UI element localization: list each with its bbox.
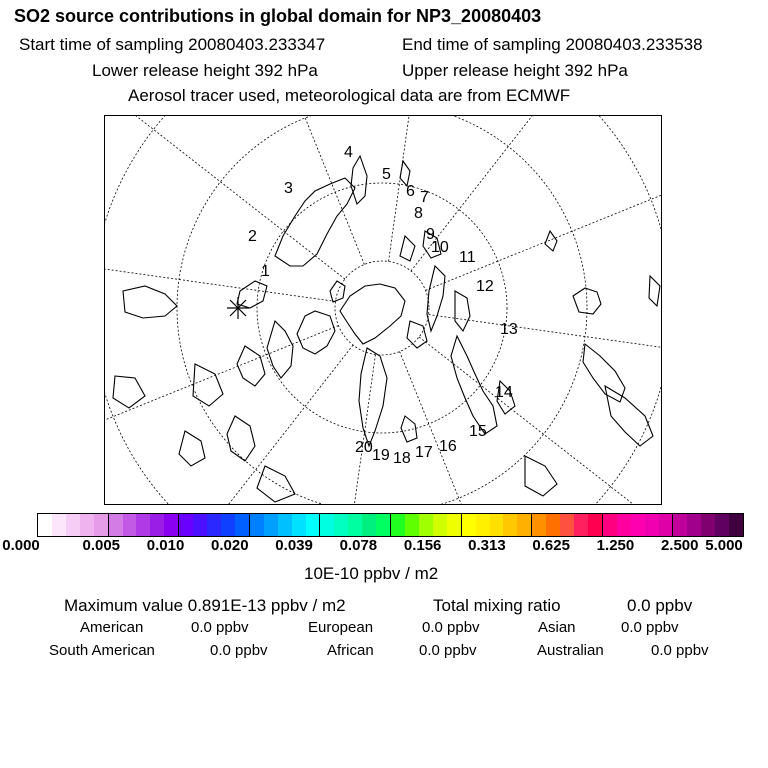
colorbar-segment [80, 514, 94, 536]
track-label-2: 2 [248, 228, 257, 245]
colorbar-segment [164, 514, 179, 536]
release-location-marker [227, 297, 249, 319]
colorbar-segment [405, 514, 419, 536]
colorbar-segment [292, 514, 306, 536]
colorbar-segment [645, 514, 659, 536]
colorbar-segment [193, 514, 207, 536]
colorbar-tick-label: 0.010 [146, 537, 185, 554]
track-label-1: 1 [261, 263, 270, 280]
track-label-17: 17 [415, 444, 433, 461]
lower-height-text: Lower release height 392 hPa [92, 61, 318, 80]
colorbar-segment [235, 514, 250, 536]
colorbar-segment [447, 514, 462, 536]
track-label-3: 3 [284, 180, 293, 197]
colorbar-tick-label: 1.250 [596, 537, 635, 554]
asian-value: 0.0 ppbv [621, 619, 679, 636]
colorbar [37, 513, 744, 537]
colorbar-segment [532, 514, 546, 536]
colorbar-tick-label: 0.039 [275, 537, 313, 554]
track-label-20: 20 [355, 439, 373, 456]
trajectory-labels [248, 144, 518, 467]
colorbar-tick-label: 0.020 [211, 537, 249, 554]
american-label: American [80, 619, 144, 636]
track-label-13: 13 [500, 321, 518, 338]
colorbar-segment [687, 514, 701, 536]
colorbar-tick-label: 0.313 [468, 537, 506, 554]
map-canvas [105, 116, 662, 505]
american-value: 0.0 ppbv [191, 619, 249, 636]
end-time-text: End time of sampling 20080403.233538 [402, 35, 703, 54]
track-label-6: 6 [406, 183, 415, 200]
track-label-4: 4 [344, 144, 353, 161]
colorbar-tick-label: 5.000 [705, 537, 743, 554]
colorbar-segment [729, 514, 743, 536]
colorbar-segment [701, 514, 715, 536]
start-time-text: Start time of sampling 20080403.233347 [19, 35, 326, 54]
colorbar-segment [391, 514, 405, 536]
meridian-line [105, 224, 335, 301]
colorbar-segment [574, 514, 588, 536]
meridian-line [419, 337, 662, 505]
upper-height-text: Upper release height 392 hPa [402, 61, 628, 80]
european-value: 0.0 ppbv [422, 619, 480, 636]
track-label-18: 18 [393, 450, 411, 467]
colorbar-segment [264, 514, 278, 536]
colorbar-segment [278, 514, 292, 536]
asterisk-icon [227, 297, 249, 319]
colorbar-segment [631, 514, 645, 536]
colorbar-segment [490, 514, 504, 536]
colorbar-tick-label: 2.500 [660, 537, 699, 554]
african-label: African [327, 642, 374, 659]
colorbar-segment [462, 514, 476, 536]
track-label-12: 12 [476, 278, 494, 295]
track-label-16: 16 [439, 438, 457, 455]
track-label-14: 14 [495, 384, 513, 401]
colorbar-segment [320, 514, 334, 536]
max-value-text: Maximum value 0.891E-13 ppbv / m2 [64, 596, 346, 615]
colorbar-segment [715, 514, 729, 536]
total-mixing-value: 0.0 ppbv [627, 596, 693, 615]
colorbar-segment [517, 514, 532, 536]
south-american-value: 0.0 ppbv [210, 642, 268, 659]
track-label-10: 10 [431, 239, 449, 256]
colorbar-segment [560, 514, 574, 536]
colorbar-segment [207, 514, 221, 536]
track-label-7: 7 [420, 189, 429, 206]
asian-label: Asian [538, 619, 576, 636]
colorbar-segment [150, 514, 164, 536]
colorbar-segment [503, 514, 517, 536]
colorbar-tick-label: 0.625 [532, 537, 570, 554]
track-label-11: 11 [459, 249, 476, 266]
tracer-note-text: Aerosol tracer used, meteorological data are from ECMWF [128, 86, 571, 105]
colorbar-tick-label: 0.078 [339, 537, 378, 554]
colorbar-segment [546, 514, 560, 536]
colorbar-segment [603, 514, 617, 536]
colorbar-segment [433, 514, 447, 536]
track-label-9: 9 [426, 226, 435, 243]
australian-label: Australian [537, 642, 604, 659]
track-label-8: 8 [414, 205, 423, 222]
track-label-15: 15 [469, 423, 487, 440]
colorbar-segment [136, 514, 150, 536]
colorbar-segment [123, 514, 137, 536]
colorbar-tick-label: 0.000 [2, 537, 40, 554]
colorbar-segment [221, 514, 235, 536]
total-mixing-label: Total mixing ratio [433, 596, 561, 615]
meridian-line [429, 315, 662, 392]
european-label: European [308, 619, 374, 636]
colorbar-segment [250, 514, 264, 536]
colorbar-segment [588, 514, 603, 536]
colorbar-segment [334, 514, 348, 536]
colorbar-unit: 10E-10 ppbv / m2 [304, 564, 439, 583]
colorbar-segment [659, 514, 674, 536]
track-label-19: 19 [372, 447, 390, 464]
colorbar-tick-label: 0.156 [403, 537, 442, 554]
track-label-5: 5 [382, 166, 391, 183]
colorbar-tick-label: 0.005 [82, 537, 121, 554]
meridian-line [157, 116, 364, 264]
polar-map [104, 115, 662, 505]
colorbar-segment [476, 514, 490, 536]
colorbar-segment [52, 514, 66, 536]
colorbar-segment [362, 514, 376, 536]
meridian-line [105, 326, 338, 505]
colorbar-segment [306, 514, 321, 536]
colorbar-segment [179, 514, 193, 536]
south-american-label: South American [49, 642, 155, 659]
australian-value: 0.0 ppbv [651, 642, 709, 659]
colorbar-segment [38, 514, 52, 536]
meridian-line [400, 352, 607, 505]
african-value: 0.0 ppbv [419, 642, 477, 659]
colorbar-segment [94, 514, 109, 536]
colorbar-segment [348, 514, 362, 536]
colorbar-segment [376, 514, 391, 536]
meridian-line [105, 345, 353, 505]
colorbar-segment [66, 514, 80, 536]
colorbar-segment [419, 514, 433, 536]
plot-title: SO2 source contributions in global domain for NP3_20080403 [14, 6, 542, 26]
colorbar-segment [673, 514, 687, 536]
colorbar-segment [617, 514, 631, 536]
colorbar-segment [109, 514, 123, 536]
